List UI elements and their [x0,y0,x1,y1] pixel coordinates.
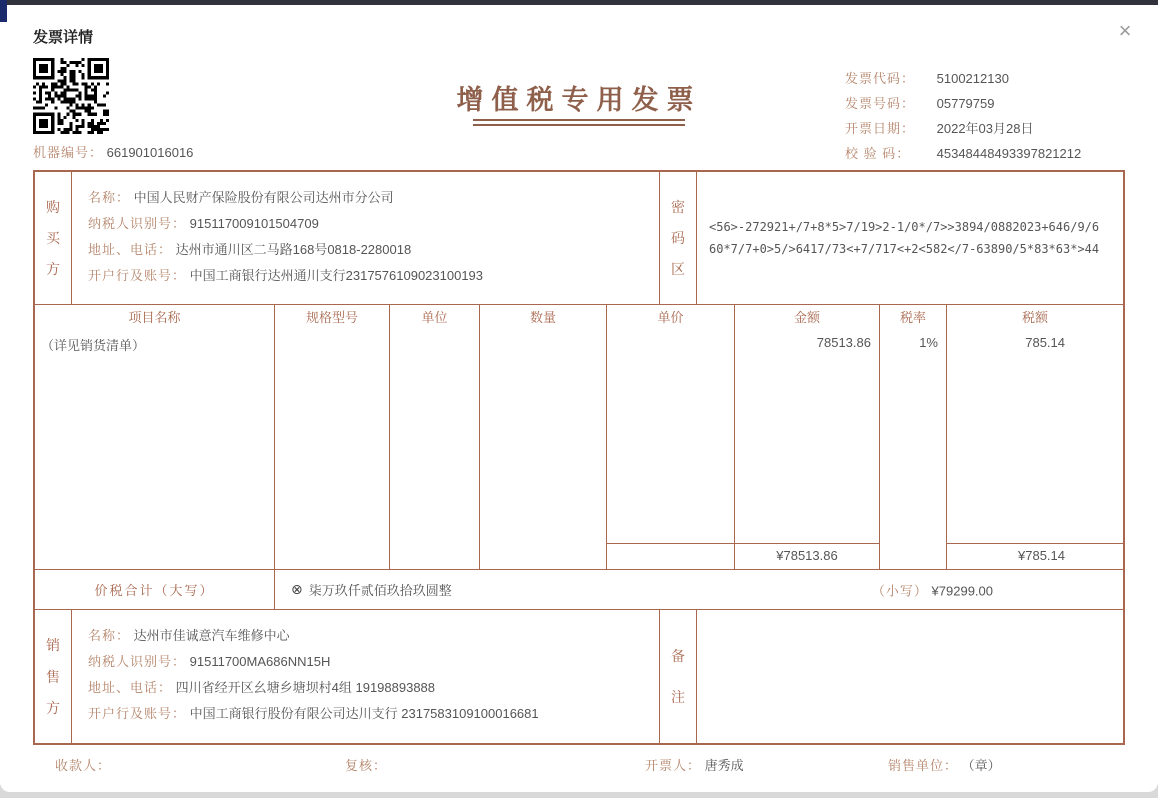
buyer-name-line [88,185,643,211]
invoice-code-label: 发票代码： [845,71,916,86]
buyer-name-value: 中国人民财产保险股份有限公司达州市分公司 [133,190,394,205]
machine-number-value: 661901016016 [106,145,194,160]
subtotal-tax-rate [880,543,946,569]
total-small-amount [872,580,993,599]
buyer-section [35,172,1123,305]
seller-side-label: 销 售 方 [35,610,72,743]
invoice-code-value: 5100212130 [936,71,1009,86]
buyer-bank-line [88,263,643,289]
seller-taxid-label: 纳税人识别号： [88,654,187,669]
seller-info [72,610,660,743]
reviewer-field [345,755,387,774]
header-unit-price: 单价 [657,310,684,325]
drawer-label: 开票人： [645,758,702,773]
total-words-label: 价税合计（大写） [35,570,275,609]
buyer-info [72,172,660,304]
header-amount: 金额 [793,310,820,325]
payee-field [55,755,111,774]
seller-address-label: 地址、电话： [88,680,173,695]
items-table [35,305,1123,570]
cell-spec [275,331,389,543]
invoice-code-row [845,66,1081,91]
window-top-strip [0,0,1158,5]
header-spec: 规格型号 [305,310,358,325]
column-amount [735,305,880,569]
invoice-title: 增值税专用发票 [456,85,702,115]
subtotal-unit [390,543,479,569]
column-unit-price [607,305,735,569]
cell-item-name: （详见销货清单） [41,338,146,353]
buyer-taxid-line [88,211,643,237]
window-corner-accent [0,0,7,22]
invoice-footer [0,755,1158,785]
remarks-side-label: 备 注 [660,610,697,743]
password-side-label: 密 码 区 [660,172,697,304]
buyer-taxid-value: 915117009101504709 [189,216,319,231]
password-line-2: 60*7/7+0>5/>6417/73<+7/717<+2<582</7-63890/5*83*63*>44 [709,242,1100,256]
invoice-frame [33,170,1125,745]
invoice-number-row [845,91,1081,116]
buyer-bank-label: 开户行及账号： [88,268,187,283]
buyer-address-value: 达州市通川区二马路168号0818-2280018 [175,242,412,257]
seller-address-line [88,675,643,701]
cell-tax-rate: 1% [919,335,938,350]
total-row [35,570,1123,610]
seller-section [35,610,1123,743]
seller-taxid-line [88,649,643,675]
check-code-row [845,141,1081,166]
drawer-value: 唐秀成 [704,758,744,773]
subtotal-unit-price [607,543,734,569]
invoice-date-value: 2022年03月28日 [936,121,1034,136]
close-icon[interactable]: × [1118,18,1132,43]
seller-name-value: 达州市佳诚意汽车维修中心 [133,628,290,643]
amount-in-words: 柒万玖仟贰佰玖拾玖圆整 [308,583,452,598]
seller-name-label: 名称： [88,628,131,643]
column-spec [275,305,390,569]
invoice-date-label: 开票日期： [845,121,916,136]
seller-name-line [88,623,643,649]
seller-taxid-value: 91511700MA686NN15H [189,654,331,669]
title-underline-2 [473,124,685,126]
header-tax: 税额 [1021,310,1048,325]
machine-number [33,142,193,161]
password-area [697,172,1123,304]
column-item-name [35,305,275,569]
password-line-1: <56>-272921+/7+8*5>7/19>2-1/0*/7>>3894/0882023+646/9/6 [709,220,1100,234]
buyer-address-label: 地址、电话： [88,242,173,257]
subtotal-item-name [35,543,274,569]
amount-in-words-mark: ⊗ [291,581,303,597]
buyer-address-line [88,237,643,263]
column-tax [947,305,1123,569]
header-unit: 单位 [421,310,448,325]
column-unit [390,305,480,569]
header-item-name: 项目名称 [128,310,181,325]
seller-seal-label: 销售单位： [888,758,959,773]
subtotal-tax: ¥785.14 [947,543,1123,569]
cell-unit-price [607,331,734,543]
seller-bank-line [88,701,643,727]
cell-tax: 785.14 [1025,335,1065,350]
title-underline-1 [473,119,685,121]
subtotal-spec [275,543,389,569]
invoice-meta [845,66,1081,166]
seller-seal-field [888,755,1001,774]
invoice-number-value: 05779759 [936,96,995,111]
buyer-name-label: 名称： [88,190,131,205]
total-small-label: （小写） [871,583,928,598]
payee-label: 收款人： [55,758,112,773]
machine-number-label: 机器编号： [33,145,104,160]
remarks-area [697,610,1123,743]
seller-bank-value: 中国工商银行股份有限公司达川支行 2317583109100016681 [189,706,539,721]
seller-seal-value: （章） [961,758,1001,773]
invoice-date-row [845,116,1081,141]
total-small-value: ¥79299.00 [931,583,993,598]
subtotal-quantity [480,543,606,569]
column-tax-rate [880,305,947,569]
buyer-side-label: 购 买 方 [35,172,72,304]
seller-address-value: 四川省经开区幺塘乡塘坝村4组 19198893888 [175,680,436,695]
buyer-bank-value: 中国工商银行达州通川支行2317576109023100193 [189,268,484,283]
drawer-field [645,755,744,774]
cell-unit [390,331,479,543]
reviewer-label: 复核： [345,758,388,773]
subtotal-amount: ¥78513.86 [735,543,879,569]
header-tax-rate: 税率 [899,310,926,325]
modal-title: 发票详情 [33,29,94,46]
check-code-label: 校 验 码： [845,146,911,161]
cell-amount: 78513.86 [816,335,871,350]
header-quantity: 数量 [529,310,556,325]
total-words-cell [275,570,1123,609]
check-code-value: 45348448493397821212 [936,146,1082,161]
seller-bank-label: 开户行及账号： [88,706,187,721]
cell-quantity [480,331,606,543]
buyer-taxid-label: 纳税人识别号： [88,216,187,231]
invoice-number-label: 发票号码： [845,96,916,111]
column-quantity [480,305,607,569]
